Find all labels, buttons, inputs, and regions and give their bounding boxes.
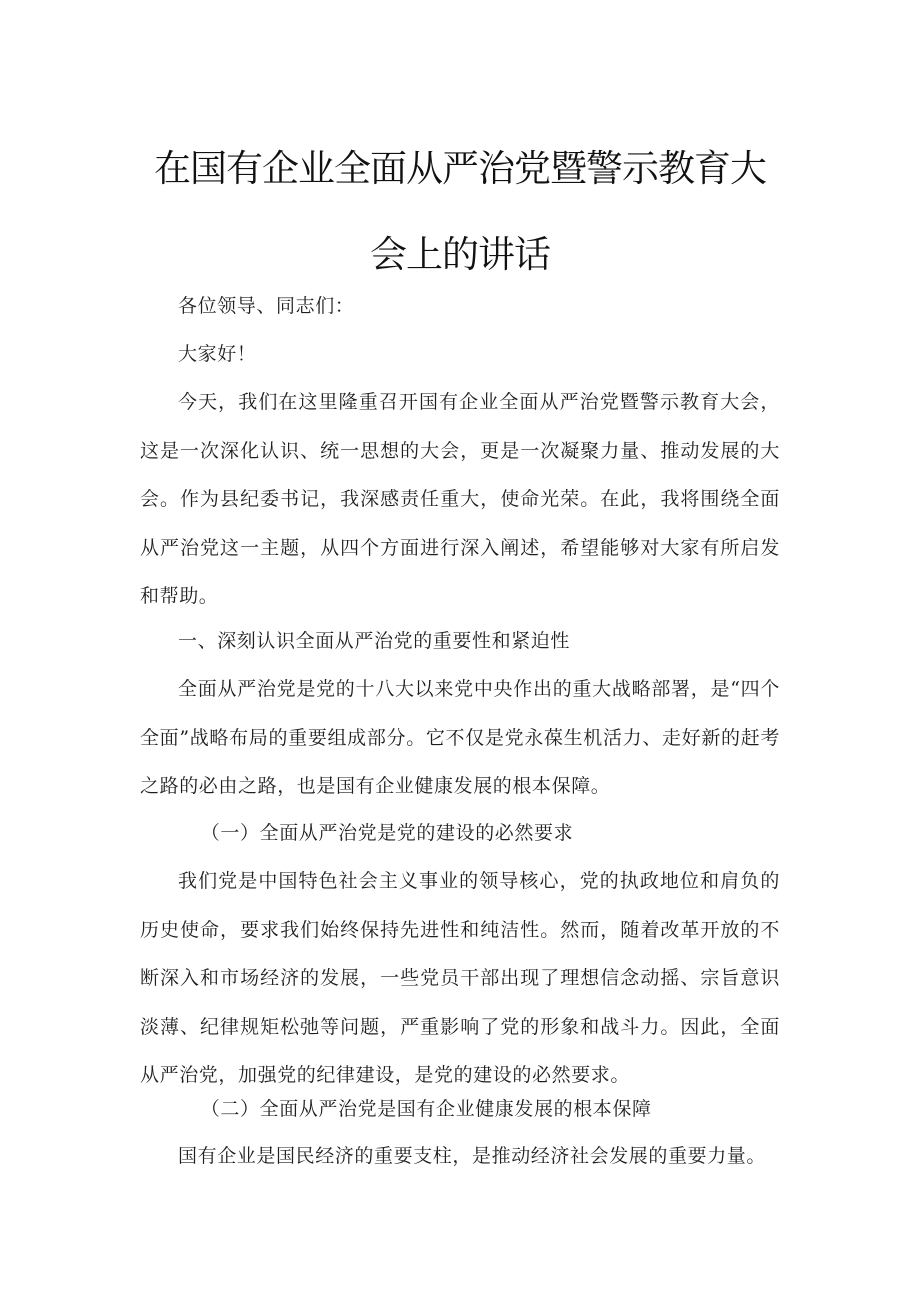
sub-2-heading-block — [140, 1094, 780, 1124]
sub-2-heading: （二）全面从严治党是国有企业健康发展的根本保障 — [200, 1098, 652, 1120]
section-1-heading: 一、深刻认识全面从严治党的重要性和紧迫性 — [178, 630, 571, 652]
hello: 大家好！ — [178, 343, 257, 365]
section-1-paragraph — [140, 665, 780, 811]
sub-1-heading: （一）全面从严治党是党的建设的必然要求 — [200, 822, 574, 844]
hello-paragraph — [140, 330, 780, 379]
sub-1-heading-block — [140, 809, 780, 858]
sub-1-text: 我们党是中国特色社会主义事业的领导核心，党的执政地位和肩负的历史使命，要求我们始终保持先进性和纯洁性。然而，随着改革开放的不断深入和市场经济的发展，一些党员干部出现了理想信念动摇、宗旨意识淡薄、纪律规矩松弛等问题，严重影响了党的形象和战斗力。因此，全面从严治党，加强党的纪律建设，是党的建设的必然要求。 — [140, 870, 780, 1086]
section-1-heading-block — [140, 617, 780, 666]
greeting-paragraph — [140, 282, 780, 331]
sub-1-paragraph — [140, 857, 780, 1100]
intro-text: 今天，我们在这里隆重召开国有企业全面从严治党暨警示教育大会，这是一次深化认识、统一思想的大会，更是一次凝聚力量、推动发展的大会。作为县纪委书记，我深感责任重大，使命光荣。在此，我将围绕全面从严治党这一主题，从四个方面进行深入阐述，希望能够对大家有所启发和帮助。 — [140, 391, 780, 607]
sub-2-text: 国有企业是国民经济的重要支柱，是推动经济社会发展的重要力量。 — [178, 1145, 767, 1167]
greeting: 各位领导、同志们： — [178, 295, 355, 317]
section-1-text: 全面从严治党是党的十八大以来党中央作出的重大战略部署，是“四个全面”战略布局的重要组成部分。它不仅是党永葆生机活力、走好新的赶考之路的必由之路，也是国有企业健康发展的根本保障。 — [140, 678, 780, 797]
sub-2-paragraph — [140, 1132, 780, 1181]
intro-paragraph — [140, 378, 780, 621]
document-title-line-1: 在国有企业全面从严治党暨警示教育大 — [154, 147, 766, 190]
document-title-line-2: 会上的讲话 — [370, 233, 550, 276]
